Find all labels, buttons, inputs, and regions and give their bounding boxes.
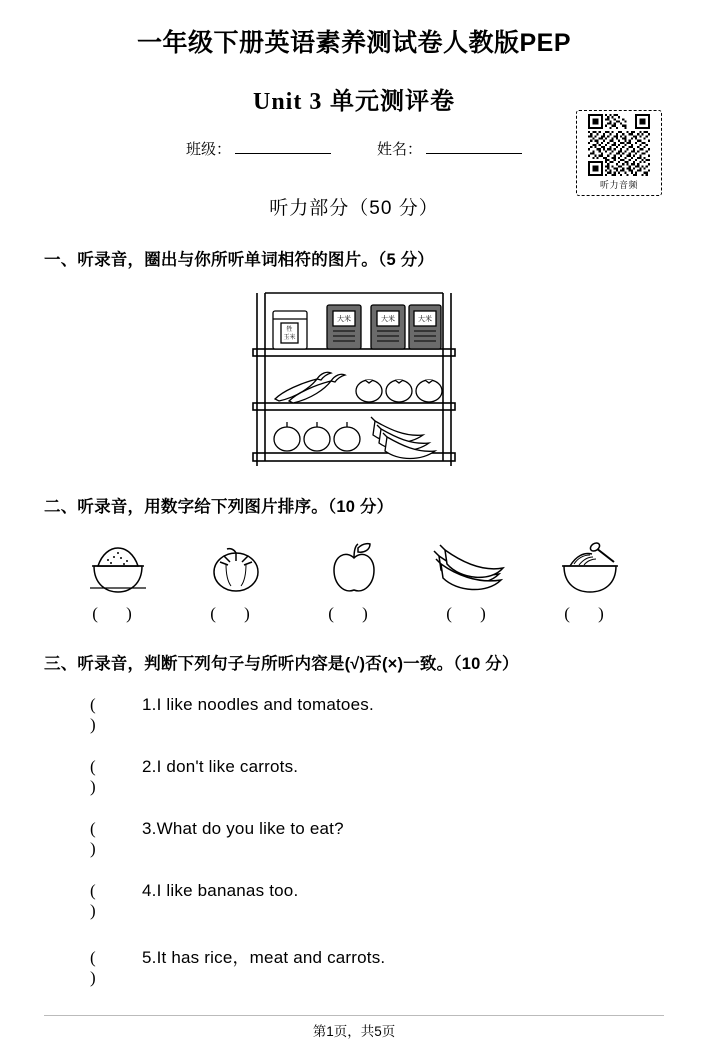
tf-answer-blank[interactable]: ( ): [90, 756, 122, 796]
list-item: [90, 881, 664, 921]
list-item: [90, 695, 664, 735]
class-label: 班级：: [185, 141, 231, 159]
apple-icon: [316, 536, 392, 598]
list-item: [90, 943, 664, 988]
bananas-icon: [427, 536, 517, 598]
question-1-prompt: 一、听录音，圈出与你所听单词相符的图片。（5 分）: [44, 251, 435, 270]
name-blank[interactable]: [426, 140, 522, 154]
tf-answer-blank[interactable]: ( ): [90, 694, 122, 734]
q2-answer-blank[interactable]: ( ): [328, 603, 380, 623]
class-field[interactable]: [186, 138, 331, 159]
unit-title: [44, 81, 664, 116]
svg-text:大米: 大米: [337, 316, 351, 323]
question-2-image-row: [44, 536, 664, 624]
question-3-list: [44, 695, 664, 988]
rice-bowl-icon: [80, 536, 156, 598]
noodles-bowl-icon: [552, 536, 628, 598]
q2-item-bananas: [420, 536, 524, 624]
svg-text:大米: 大米: [418, 316, 432, 323]
list-item: [90, 757, 664, 797]
name-label: 姓名：: [377, 141, 423, 159]
qr-code-icon: [580, 114, 658, 176]
listening-section-heading: 听力部分（50 分）: [269, 198, 439, 220]
svg-text:玉米: 玉米: [283, 335, 296, 341]
list-item: [90, 819, 664, 859]
q2-answer-blank[interactable]: ( ): [446, 603, 498, 623]
unit-subtitle: 单元测评卷: [330, 88, 455, 116]
tomato-icon: [198, 536, 274, 598]
tf-answer-blank[interactable]: ( ): [90, 818, 122, 858]
q2-item-apple: [302, 536, 406, 624]
grocery-shelf-illustration: [239, 287, 469, 467]
page-footer: 第1页，共5页: [312, 1024, 396, 1039]
svg-text:牲: 牲: [286, 327, 293, 333]
tf-sentence: 1.I like noodles and tomatoes.: [142, 694, 374, 714]
q2-item-rice: [66, 536, 170, 624]
tf-sentence: 3.What do you like to eat?: [142, 818, 344, 838]
question-3-prompt: 三、听录音，判断下列句子与所听内容是(√)否(×)一致。（10 分）: [44, 654, 519, 673]
svg-text:大米: 大米: [381, 316, 395, 323]
q2-answer-blank[interactable]: ( ): [564, 603, 616, 623]
name-field[interactable]: [377, 138, 522, 159]
qr-label: 听力音频: [599, 180, 638, 190]
question-1-image: [44, 287, 664, 467]
q2-answer-blank[interactable]: ( ): [92, 603, 144, 623]
student-info-row: [44, 138, 664, 159]
page-title: 一年级下册英语素养测试卷人教版PEP: [136, 29, 572, 57]
tf-sentence: 5.It has rice，meat and carrots.: [142, 947, 386, 967]
q2-item-noodles: [538, 536, 642, 624]
class-blank[interactable]: [235, 140, 331, 154]
tf-answer-blank[interactable]: ( ): [90, 947, 122, 987]
q2-item-tomato: [184, 536, 288, 624]
tf-sentence: 4.I like bananas too.: [142, 880, 299, 900]
unit-number: Unit 3: [252, 89, 323, 116]
audio-qr-box[interactable]: [576, 110, 662, 196]
q2-answer-blank[interactable]: ( ): [210, 603, 262, 623]
tf-answer-blank[interactable]: ( ): [90, 880, 122, 920]
worksheet-page: [0, 28, 708, 1052]
tf-sentence: 2.I don't like carrots.: [142, 756, 299, 776]
question-2-prompt: 二、听录音，用数字给下列图片排序。（10 分）: [44, 498, 394, 516]
